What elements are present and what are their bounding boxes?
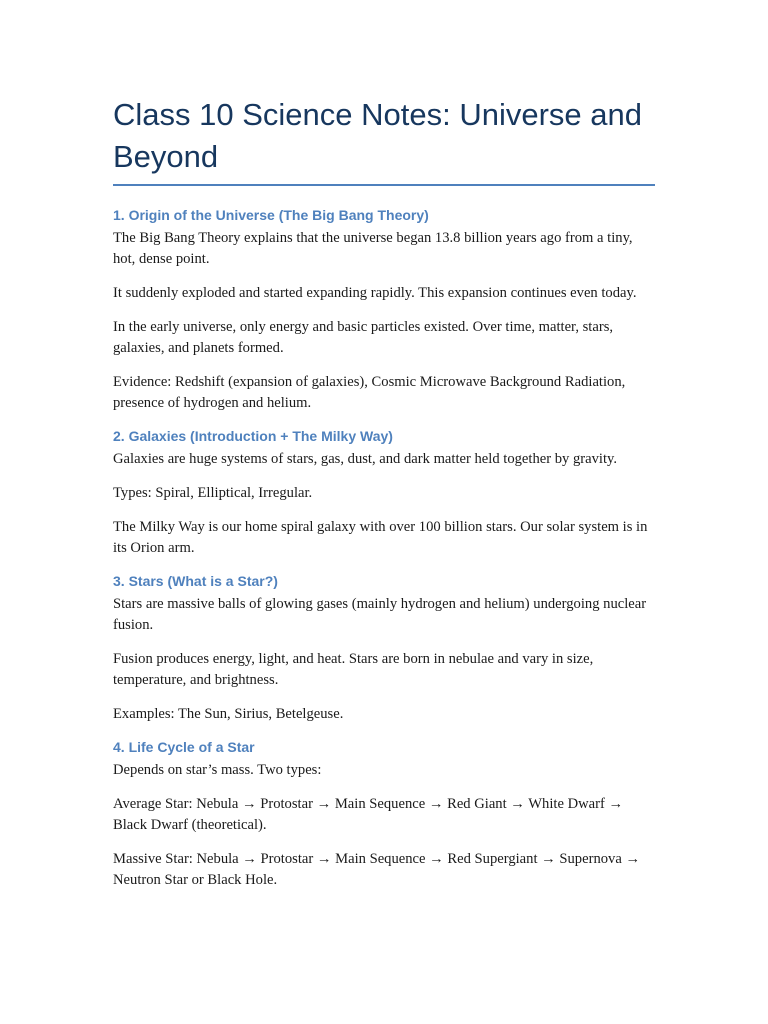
paragraph: Examples: The Sun, Sirius, Betelgeuse.	[113, 706, 344, 722]
section-heading: 1. Origin of the Universe (The Big Bang Theory)	[113, 207, 429, 223]
paragraph: Types: Spiral, Elliptical, Irregular.	[113, 485, 313, 501]
section-origin-of-universe	[113, 206, 655, 414]
paragraph: In the early universe, only energy and basic particles existed. Over time, matter, stars, galaxies, and planets formed.	[113, 319, 614, 356]
section-heading: 3. Stars (What is a Star?)	[113, 573, 278, 589]
section-stars	[113, 572, 655, 725]
paragraph: Fusion produces energy, light, and heat. Stars are born in nebulae and vary in size, temperature, and brightness.	[113, 651, 594, 688]
paragraph: Evidence: Redshift (expansion of galaxies), Cosmic Microwave Background Radiation, presence of hydrogen and helium.	[113, 374, 626, 411]
paragraph: Galaxies are huge systems of stars, gas, dust, and dark matter held together by gravity.	[113, 451, 618, 467]
title-underline	[113, 184, 655, 186]
paragraph: It suddenly exploded and started expanding rapidly. This expansion continues even today.	[113, 285, 637, 301]
section-heading: 2. Galaxies (Introduction + The Milky Way)	[113, 428, 393, 444]
paragraph: Massive Star: Nebula → Protostar → Main Sequence → Red Supergiant → Supernova → Neutron Star or Black Hole.	[113, 851, 641, 888]
paragraph: Average Star: Nebula → Protostar → Main Sequence → Red Giant → White Dwarf → Black Dwarf (theoretical).	[113, 796, 624, 833]
paragraph: Depends on star’s mass. Two types:	[113, 762, 322, 778]
paragraph: The Big Bang Theory explains that the universe began 13.8 billion years ago from a tiny, hot, dense point.	[113, 230, 633, 267]
page-title: Class 10 Science Notes: Universe and Beyond	[113, 97, 642, 174]
section-galaxies	[113, 427, 655, 559]
paragraph: The Milky Way is our home spiral galaxy with over 100 billion stars. Our solar system is in its Orion arm.	[113, 519, 648, 556]
paragraph: Stars are massive balls of glowing gases (mainly hydrogen and helium) undergoing nuclear fusion.	[113, 596, 647, 633]
document-page	[113, 94, 655, 904]
section-life-cycle-of-star	[113, 738, 655, 891]
section-heading: 4. Life Cycle of a Star	[113, 739, 255, 755]
